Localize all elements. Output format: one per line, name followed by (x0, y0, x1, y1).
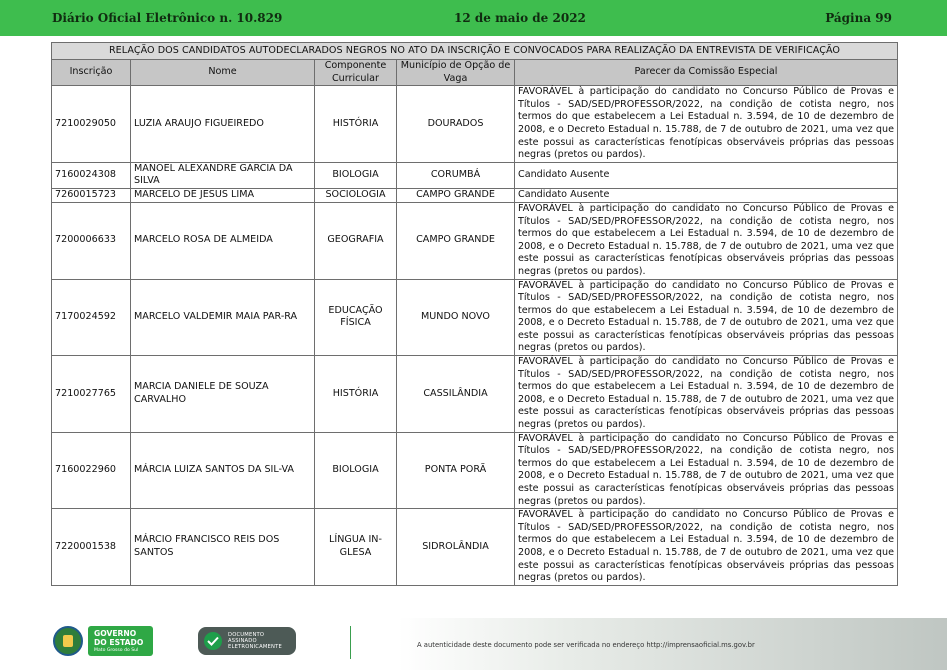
candidates-table (51, 42, 898, 586)
column-header-parecer: Parecer da Comissão Especial (515, 60, 898, 86)
cell-inscricao: 7160022960 (52, 432, 131, 509)
table-row (52, 432, 898, 509)
header-date: 12 de maio de 2022 (454, 11, 586, 25)
cell-inscricao: 7200006633 (52, 202, 131, 279)
cell-componente: HISTÓRIA (315, 86, 397, 163)
cell-nome: MÁRCIA LUIZA SANTOS DA SIL-VA (131, 432, 315, 509)
cell-municipio: PONTA PORÃ (397, 432, 515, 509)
table-row (52, 86, 898, 163)
cell-componente: BIOLOGIA (315, 432, 397, 509)
cell-nome: MÁRCIO FRANCISCO REIS DOS SANTOS (131, 509, 315, 586)
cell-nome: MANOEL ALEXANDRE GARCIA DA SILVA (131, 162, 315, 188)
cell-nome: MARCIA DANIELE DE SOUZA CARVALHO (131, 356, 315, 433)
cell-parecer: Candidato Ausente (515, 188, 898, 202)
gov-logo-line2: DO ESTADO (94, 638, 144, 647)
cell-componente: SOCIOLOGIA (315, 188, 397, 202)
cell-inscricao: 7220001538 (52, 509, 131, 586)
gov-logo-line1: GOVERNO (94, 629, 137, 638)
cell-inscricao: 7210027765 (52, 356, 131, 433)
government-logo (88, 626, 153, 656)
cell-parecer: FAVORÁVEL à participação do candidato no Concurso Público de Provas e Títulos - SAD/SED/PROFESSOR/2022, na condição de cotista negro, nos termos do que estabelecem a Lei Estadual n. 3.594, de 10 de dezembro de 2008, e o Decreto Estadual n. 15.788, de 7 de outubro de 2021, uma vez que este possui as características fenotípicas observáveis próprias das pessoas negras (pretos ou pardos). (515, 279, 898, 356)
cell-inscricao: 7260015723 (52, 188, 131, 202)
cell-parecer: FAVORÁVEL à participação do candidato no Concurso Público de Provas e Títulos - SAD/SED/PROFESSOR/2022, na condição de cotista negro, nos termos do que estabelecem a Lei Estadual n. 3.594, de 10 de dezembro de 2008, e o Decreto Estadual n. 15.788, de 7 de outubro de 2021, uma vez que este possui as características fenotípicas observáveis próprias das pessoas negras (pretos ou pardos). (515, 432, 898, 509)
gov-logo-line3: Mato Grosso do Sul (94, 648, 139, 653)
table-row (52, 279, 898, 356)
cell-municipio: DOURADOS (397, 86, 515, 163)
cell-parecer: FAVORÁVEL à participação do candidato no Concurso Público de Provas e Títulos - SAD/SED/PROFESSOR/2022, na condição de cotista negro, nos termos do que estabelecem a Lei Estadual n. 3.594, de 10 de dezembro de 2008, e o Decreto Estadual n. 15.788, de 7 de outubro de 2021, uma vez que este possui as características fenotípicas observáveis próprias das pessoas negras (pretos ou pardos). (515, 509, 898, 586)
column-header-componente: Componente Curricular (315, 60, 397, 86)
cell-municipio: CAMPO GRANDE (397, 202, 515, 279)
cell-nome: MARCELO ROSA DE ALMEIDA (131, 202, 315, 279)
header-page-number: Página 99 (825, 11, 892, 25)
cell-componente: EDUCAÇÃO FÍSICA (315, 279, 397, 356)
checkmark-icon (204, 632, 222, 650)
cell-parecer: FAVORÁVEL à participação do candidato no Concurso Público de Provas e Títulos - SAD/SED/PROFESSOR/2022, na condição de cotista negro, nos termos do que estabelecem a Lei Estadual n. 3.594, de 10 de dezembro de 2008, e o Decreto Estadual n. 15.788, de 7 de outubro de 2021, uma vez que este possui as características fenotípicas observáveis próprias das pessoas negras (pretos ou pardos). (515, 356, 898, 433)
column-header-municipio: Município de Opção de Vaga (397, 60, 515, 86)
cell-nome: MARCELO DE JESUS LIMA (131, 188, 315, 202)
signed-document-badge (198, 627, 296, 655)
cell-inscricao: 7160024308 (52, 162, 131, 188)
cell-componente: BIOLOGIA (315, 162, 397, 188)
cell-inscricao: 7170024592 (52, 279, 131, 356)
cell-componente: GEOGRAFIA (315, 202, 397, 279)
cell-municipio: CAMPO GRANDE (397, 188, 515, 202)
footer-divider (350, 626, 351, 659)
table-title: RELAÇÃO DOS CANDIDATOS AUTODECLARADOS NEGROS NO ATO DA INSCRIÇÃO E CONVOCADOS PARA REALIZAÇÃO DA ENTREVISTA DE VERIFICAÇÃO (52, 43, 898, 60)
authenticity-notice: A autenticidade deste documento pode ser verificada no endereço http://imprensaoficial.ms.gov.br (417, 641, 755, 649)
table-row (52, 509, 898, 586)
doc-badge-line1: DOCUMENTO (228, 632, 265, 638)
table-row (52, 202, 898, 279)
column-header-nome: Nome (131, 60, 315, 86)
cell-componente: HISTÓRIA (315, 356, 397, 433)
cell-municipio: SIDROLÂNDIA (397, 509, 515, 586)
cell-nome: MARCELO VALDEMIR MAIA PAR-RA (131, 279, 315, 356)
cell-parecer: Candidato Ausente (515, 162, 898, 188)
cell-municipio: MUNDO NOVO (397, 279, 515, 356)
cell-municipio: CASSILÂNDIA (397, 356, 515, 433)
cell-parecer: FAVORÁVEL à participação do candidato no Concurso Público de Provas e Títulos - SAD/SED/PROFESSOR/2022, na condição de cotista negro, nos termos do que estabelecem a Lei Estadual n. 3.594, de 10 de dezembro de 2008, e o Decreto Estadual n. 15.788, de 7 de outubro de 2021, uma vez que este possui as características fenotípicas observáveis próprias das pessoas negras (pretos ou pardos). (515, 86, 898, 163)
table-row (52, 188, 898, 202)
header-edition: Diário Oficial Eletrônico n. 10.829 (52, 11, 283, 25)
state-seal-icon (53, 626, 83, 656)
doc-badge-line3: ELETRONICAMENTE (228, 644, 282, 650)
cell-municipio: CORUMBÁ (397, 162, 515, 188)
doc-badge-line2: ASSINADO (228, 638, 257, 644)
cell-nome: LUZIA ARAUJO FIGUEIREDO (131, 86, 315, 163)
cell-inscricao: 7210029050 (52, 86, 131, 163)
cell-parecer: FAVORÁVEL à participação do candidato no Concurso Público de Provas e Títulos - SAD/SED/PROFESSOR/2022, na condição de cotista negro, nos termos do que estabelecem a Lei Estadual n. 3.594, de 10 de dezembro de 2008, e o Decreto Estadual n. 15.788, de 7 de outubro de 2021, uma vez que este possui as características fenotípicas observáveis próprias das pessoas negras (pretos ou pardos). (515, 202, 898, 279)
cell-componente: LÍNGUA IN-GLESA (315, 509, 397, 586)
column-header-inscricao: Inscrição (52, 60, 131, 86)
table-row (52, 356, 898, 433)
table-row (52, 162, 898, 188)
